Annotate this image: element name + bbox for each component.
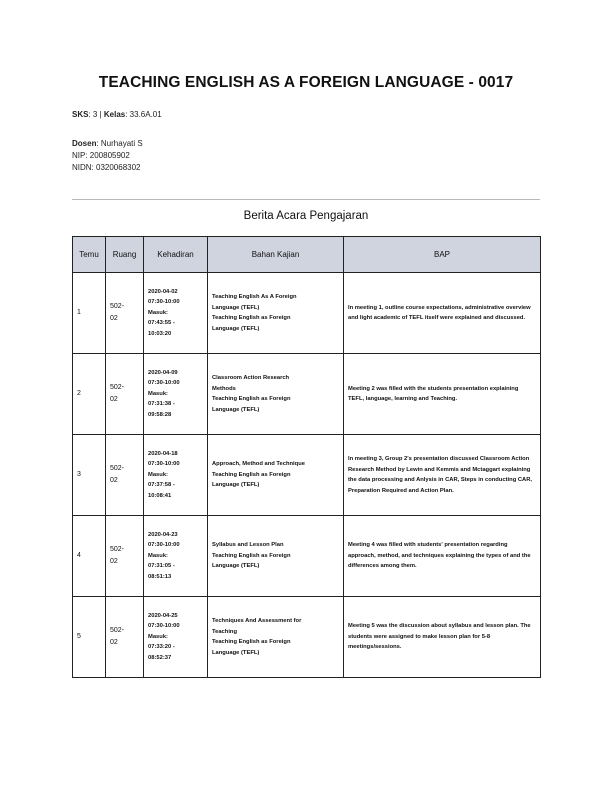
bahan-kajian-line: Language (TEFL): [212, 563, 260, 570]
ruang-line: 502-: [110, 384, 125, 391]
bahan-kajian-line: Teaching English as Foreign: [212, 639, 291, 645]
bahan-kajian-line: Approach, Method and Technique: [212, 461, 305, 468]
kehadiran-line: 09:58:28: [148, 411, 172, 418]
table-header-row: [73, 237, 541, 273]
bahan-kajian-line: Teaching English as Foreign: [212, 552, 291, 559]
bap-cell: Meeting 2 was filled with the students presentation explaining TEFL, language, learning and Teaching.: [344, 354, 541, 435]
kehadiran-cell: [144, 354, 208, 435]
table-row: [73, 435, 541, 516]
kehadiran-line: 08:52:37: [148, 654, 172, 661]
sks-value: : 3 |: [88, 110, 104, 119]
kehadiran-line: 07:30-10:00: [148, 542, 180, 549]
kehadiran-line: 07:30-10:00: [148, 299, 180, 306]
kehadiran-line: 2020-04-02: [148, 288, 178, 295]
kelas-value: : 33.6A.01: [125, 110, 162, 119]
bap-cell: Meeting 5 was the discussion about syllabus and lesson plan. The students were assigned to make lesson plan for 5-8 meetings/sessions.: [344, 597, 541, 678]
course-title: TEACHING ENGLISH AS A FOREIGN LANGUAGE - 0017: [98, 74, 514, 91]
kehadiran-line: 08:51:13: [148, 573, 172, 580]
bahan-kajian-line: Language (TEFL): [212, 325, 260, 332]
bahan-kajian-line: Methods: [212, 385, 236, 392]
bahan-kajian-line: Language (TEFL): [212, 304, 260, 311]
kehadiran-line: 07:30-10:00: [148, 380, 180, 387]
kehadiran-line: Masuk:: [148, 633, 168, 640]
kehadiran-line: 10:03:20: [148, 330, 172, 337]
temu-cell: 3: [73, 435, 106, 516]
ruang-cell: [106, 435, 144, 516]
kehadiran-line: 07:31:05 -: [148, 563, 175, 570]
kehadiran-line: Masuk:: [148, 471, 168, 478]
bahan-kajian-line: Classroom Action Research: [212, 375, 290, 381]
bahan-kajian-line: Language (TEFL): [212, 406, 260, 413]
table-row: [73, 273, 541, 354]
kehadiran-line: Masuk:: [148, 552, 168, 559]
ruang-line: 502-: [110, 465, 125, 472]
kehadiran-line: 2020-04-09: [148, 369, 178, 376]
ruang-line: 502-: [110, 303, 125, 310]
temu-cell: 5: [73, 597, 106, 678]
temu-cell: 4: [73, 516, 106, 597]
course-info: [72, 109, 162, 121]
kehadiran-line: 10:08:41: [148, 492, 172, 499]
temu-cell: 2: [73, 354, 106, 435]
kehadiran-line: 07:33:20 -: [148, 644, 175, 651]
kehadiran-line: 07:31:38 -: [148, 401, 175, 408]
ruang-line: 502-: [110, 546, 125, 553]
ruang-cell: [106, 516, 144, 597]
kehadiran-line: 2020-04-25: [148, 612, 178, 619]
bap-cell: In meeting 3, Group 2's presentation discussed Classroom Action Research Method by Lewin and Kemmis and Mctaggart explaining the data processing and Anlysis in CAR, Steps in conducting CAR, Preparation Required and Action Plan.: [344, 435, 541, 516]
kehadiran-line: Masuk:: [148, 309, 168, 316]
kehadiran-cell: [144, 273, 208, 354]
nidn-text: NIDN: 0320068302: [72, 163, 141, 172]
header-temu: Temu: [73, 237, 106, 273]
header-kehadiran: Kehadiran: [144, 237, 208, 273]
divider: [72, 199, 540, 200]
bahan-kajian-cell: [208, 435, 344, 516]
ruang-line: 02: [110, 558, 118, 565]
header-bahan-kajian: Bahan Kajian: [208, 237, 344, 273]
kehadiran-line: 2020-04-23: [148, 531, 178, 538]
kehadiran-line: 2020-04-18: [148, 450, 178, 457]
dosen-label: Dosen: [72, 139, 97, 148]
table-row: [73, 354, 541, 435]
kehadiran-line: Masuk:: [148, 390, 168, 397]
bap-cell: In meeting 1, outline course expectations, administrative overview and light academic of TEFL itself were explained and discussed.: [344, 273, 541, 354]
bahan-kajian-line: Techniques And Assessment for: [212, 618, 302, 624]
bahan-kajian-cell: [208, 354, 344, 435]
bahan-kajian-cell: [208, 597, 344, 678]
ruang-line: 02: [110, 477, 118, 484]
ruang-line: 02: [110, 639, 118, 646]
teaching-record-table: [72, 236, 541, 678]
ruang-cell: [106, 354, 144, 435]
kehadiran-cell: [144, 597, 208, 678]
ruang-cell: [106, 597, 144, 678]
header-bap: BAP: [344, 237, 541, 273]
kelas-label: Kelas: [103, 110, 126, 119]
kehadiran-cell: [144, 435, 208, 516]
bahan-kajian-line: Teaching: [212, 628, 238, 635]
table-row: [73, 516, 541, 597]
bahan-kajian-line: Teaching English as Foreign: [212, 396, 291, 402]
ruang-line: 02: [110, 315, 118, 322]
kehadiran-cell: [144, 516, 208, 597]
bahan-kajian-line: Teaching English as Foreign: [212, 315, 291, 321]
nip-text: NIP: 200805902: [72, 151, 130, 160]
kehadiran-line: 07:37:58 -: [148, 482, 175, 489]
ruang-cell: [106, 273, 144, 354]
kehadiran-line: 07:43:55 -: [148, 320, 175, 327]
sks-label: SKS: [72, 110, 89, 119]
bahan-kajian-line: Teaching English As A Foreign: [212, 294, 297, 300]
lecturer-info: [72, 138, 143, 174]
kehadiran-line: 07:30-10:00: [148, 461, 180, 468]
bahan-kajian-line: Language (TEFL): [212, 649, 260, 656]
kehadiran-line: 07:30-10:00: [148, 623, 180, 630]
bahan-kajian-line: Language (TEFL): [212, 482, 260, 489]
dosen-value: : Nurhayati S: [96, 139, 143, 148]
ruang-line: 502-: [110, 627, 125, 634]
bahan-kajian-line: Teaching English as Foreign: [212, 471, 291, 478]
section-title: Berita Acara Pengajaran: [243, 210, 369, 222]
table-row: [73, 597, 541, 678]
bahan-kajian-cell: [208, 516, 344, 597]
temu-cell: 1: [73, 273, 106, 354]
ruang-line: 02: [110, 396, 118, 403]
bahan-kajian-cell: [208, 273, 344, 354]
header-ruang: Ruang: [106, 237, 144, 273]
bahan-kajian-line: Syllabus and Lesson Plan: [212, 542, 284, 549]
bap-cell: Meeting 4 was filled with students' presentation regarding approach, method, and techniques explaining the types of and the differences among them.: [344, 516, 541, 597]
